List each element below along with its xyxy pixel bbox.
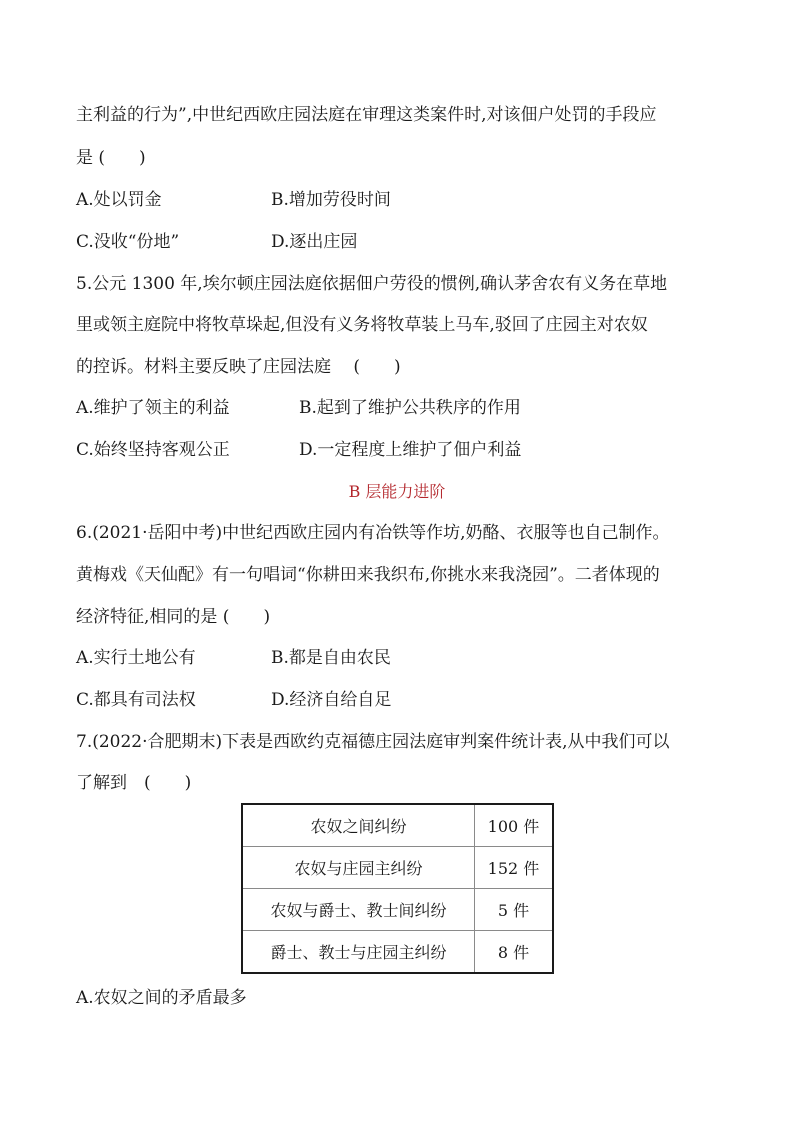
table-cell-category: 农奴之间纠纷 (242, 804, 475, 847)
q4-option-d: D.逐出庄园 (271, 232, 358, 252)
table-row (242, 804, 553, 847)
q4-option-a: A.处以罚金 (76, 190, 162, 210)
q5-option-c: C.始终坚持客观公正 (76, 440, 230, 460)
q6-option-a: A.实行土地公有 (76, 648, 196, 668)
q5-stem-line-1: 5.公元 1300 年,埃尔顿庄园法庭依据佃户劳役的惯例,确认茅舍农有义务在草地 (76, 274, 668, 294)
q6-stem-line-1: 6.(2021·岳阳中考)中世纪西欧庄园内有冶铁等作坊,奶酪、衣服等也自己制作。 (76, 523, 670, 543)
table-cell-count: 152 件 (475, 847, 554, 889)
q6-stem-line-2: 黄梅戏《天仙配》有一句唱词“你耕田来我织布,你挑水来我浇园”。二者体现的 (76, 565, 660, 585)
q6-option-c: C.都具有司法权 (76, 690, 196, 710)
case-statistics-table (241, 803, 554, 974)
q6-option-b: B.都是自由农民 (271, 648, 391, 668)
q4-stem-line-1: 主利益的行为”,中世纪西欧庄园法庭在审理这类案件时,对该佃户处罚的手段应 (76, 105, 657, 125)
q5-option-a: A.维护了领主的利益 (76, 398, 230, 418)
q7-stem-line-2: 了解到 ( ) (76, 773, 192, 793)
q4-stem-line-2: 是 ( ) (76, 148, 146, 168)
table-row (242, 931, 553, 974)
q4-option-b: B.增加劳役时间 (271, 190, 391, 210)
section-heading-b: B 层能力进阶 (348, 482, 446, 501)
q6-stem-line-3: 经济特征,相同的是 ( ) (76, 607, 271, 627)
table-cell-category: 农奴与爵士、教士间纠纷 (242, 889, 475, 931)
table-cell-count: 100 件 (475, 804, 554, 847)
q7-stem-line-1: 7.(2022·合肥期末)下表是西欧约克福德庄园法庭审判案件统计表,从中我们可以 (76, 732, 670, 752)
q5-option-d: D.一定程度上维护了佃户利益 (299, 440, 522, 460)
q4-option-c: C.没收“份地” (76, 232, 180, 252)
q5-stem-line-2: 里或领主庭院中将牧草垛起,但没有义务将牧草装上马车,驳回了庄园主对农奴 (76, 315, 648, 335)
q6-option-d: D.经济自给自足 (271, 690, 392, 710)
table-cell-category: 农奴与庄园主纠纷 (242, 847, 475, 889)
table-row (242, 889, 553, 931)
table-row (242, 847, 553, 889)
table-cell-count: 5 件 (475, 889, 554, 931)
table-cell-category: 爵士、教士与庄园主纠纷 (242, 931, 475, 974)
table-cell-count: 8 件 (475, 931, 554, 974)
q5-option-b: B.起到了维护公共秩序的作用 (299, 398, 521, 418)
q5-stem-line-3: 的控诉。材料主要反映了庄园法庭 ( ) (76, 357, 401, 377)
q7-option-a: A.农奴之间的矛盾最多 (76, 988, 247, 1008)
